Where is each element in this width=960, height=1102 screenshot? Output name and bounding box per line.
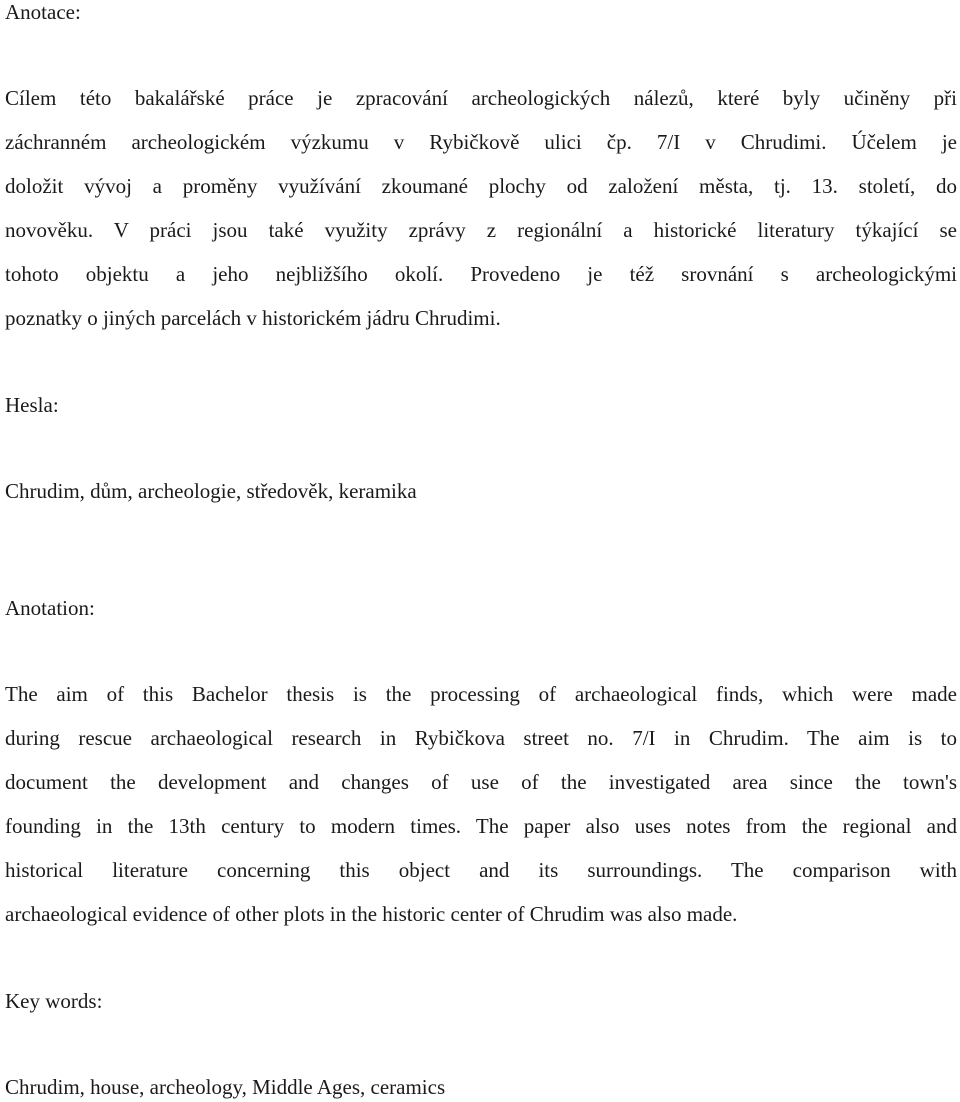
key-words-text: Chrudim, house, archeology, Middle Ages, ceramics [5, 1075, 446, 1099]
anotace-line-2: záchranném archeologickém výzkumu v Rybičkově ulici čp. 7/I v Chrudimi. Účelem je [5, 130, 957, 154]
anotation-line-3: document the development and changes of use of the investigated area since the town's [5, 770, 957, 794]
anotation-paragraph [5, 682, 957, 946]
anotation-line-1: The aim of this Bachelor thesis is the processing of archaeological finds, which were made [5, 682, 957, 706]
anotace-paragraph [5, 86, 957, 350]
anotace-line-3: doložit vývoj a proměny využívání zkoumané plochy od založení města, tj. 13. století, do [5, 174, 957, 198]
anotace-line-4: novověku. V práci jsou také využity zprávy z regionální a historické literatury týkající se [5, 218, 957, 242]
anotace-heading: Anotace: [5, 0, 81, 24]
anotace-line-6: poznatky o jiných parcelách v historickém jádru Chrudimi. [5, 306, 501, 330]
anotace-line-5: tohoto objektu a jeho nejbližšího okolí. Provedeno je též srovnání s archeologickými [5, 262, 957, 286]
key-words-heading: Key words: [5, 989, 103, 1013]
anotation-line-2: during rescue archaeological research in Rybičkova street no. 7/I in Chrudim. The aim is to [5, 726, 957, 750]
hesla-heading: Hesla: [5, 393, 59, 417]
hesla-text: Chrudim, dům, archeologie, středověk, keramika [5, 479, 417, 503]
anotation-heading: Anotation: [5, 596, 95, 620]
anotation-line-6: archaeological evidence of other plots in the historic center of Chrudim was also made. [5, 902, 738, 926]
anotation-line-5: historical literature concerning this object and its surroundings. The comparison with [5, 858, 957, 882]
anotation-line-4: founding in the 13th century to modern times. The paper also uses notes from the regional and [5, 814, 957, 838]
anotace-line-1: Cílem této bakalářské práce je zpracování archeologických nálezů, které byly učiněny při [5, 86, 957, 110]
